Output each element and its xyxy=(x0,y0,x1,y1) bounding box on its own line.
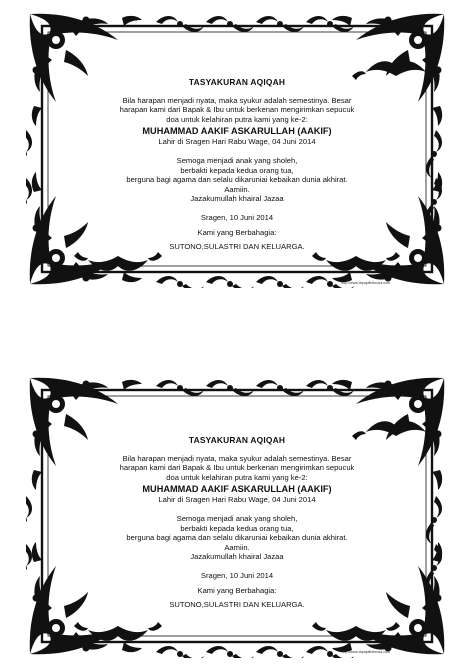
prayer-line: berguna bagi agama dan selalu dikaruniai kebaikan dunia akhirat. xyxy=(126,533,348,543)
prayer-line: Jazakumullah khairal Jazaa xyxy=(190,194,284,204)
prayer-line: berbakti kepada kedua orang tua, xyxy=(180,165,294,175)
prayer-line: Semoga menjadi anak yang sholeh, xyxy=(176,155,298,165)
prayer-line: Semoga menjadi anak yang sholeh, xyxy=(176,513,298,523)
place-date: Sragen, 10 Juni 2014 xyxy=(200,570,274,580)
invitation-text xyxy=(86,78,388,252)
invitation-card xyxy=(26,374,448,658)
intro-line: Bila harapan menjadi nyata, maka syukur adalah semestinya. Besar xyxy=(122,453,352,463)
intro-line: Bila harapan menjadi nyata, maka syukur adalah semestinya. Besar xyxy=(122,95,352,105)
child-name: MUHAMMAD AAKIF ASKARULLAH (AAKIF) xyxy=(142,484,332,495)
prayer-line: Aamiin. xyxy=(224,184,250,194)
source-url: http://www.dcpapffulbrusa.com xyxy=(341,650,390,654)
invitation-title: TASYAKURAN AQIQAH xyxy=(188,77,286,87)
family-names: SUTONO,SULASTRI DAN KELUARGA. xyxy=(169,242,305,252)
family-names: SUTONO,SULASTRI DAN KELUARGA. xyxy=(169,600,305,610)
prayer-line: Aamiin. xyxy=(224,542,250,552)
invitation-text xyxy=(86,436,388,610)
prayer-line: Jazakumullah khairal Jazaa xyxy=(190,552,284,562)
prayer-line: berbakti kepada kedua orang tua, xyxy=(180,523,294,533)
birth-info: Lahir di Sragen Hari Rabu Wage, 04 Juni 2014 xyxy=(158,137,316,147)
source-url: http://www.dcpapffulbrusa.com xyxy=(341,281,390,285)
prayer-line: berguna bagi agama dan selalu dikaruniai kebaikan dunia akhirat. xyxy=(126,175,348,185)
intro-line: harapan kami dari Bapak & Ibu untuk berkenan mengirimkan sepucuk xyxy=(119,463,355,473)
place-date: Sragen, 10 Juni 2014 xyxy=(200,212,274,222)
intro-line: doa untuk kelahiran putra kami yang ke-2: xyxy=(166,472,308,482)
invitation-card xyxy=(26,10,448,288)
child-name: MUHAMMAD AAKIF ASKARULLAH (AAKIF) xyxy=(142,126,332,137)
intro-line: doa untuk kelahiran putra kami yang ke-2: xyxy=(166,114,308,124)
closing-text: Kami yang Berbahagia: xyxy=(197,585,277,595)
closing-text: Kami yang Berbahagia: xyxy=(197,227,277,237)
intro-line: harapan kami dari Bapak & Ibu untuk berkenan mengirimkan sepucuk xyxy=(119,105,355,115)
birth-info: Lahir di Sragen Hari Rabu Wage, 04 Juni 2014 xyxy=(158,495,316,505)
invitation-title: TASYAKURAN AQIQAH xyxy=(188,435,286,445)
